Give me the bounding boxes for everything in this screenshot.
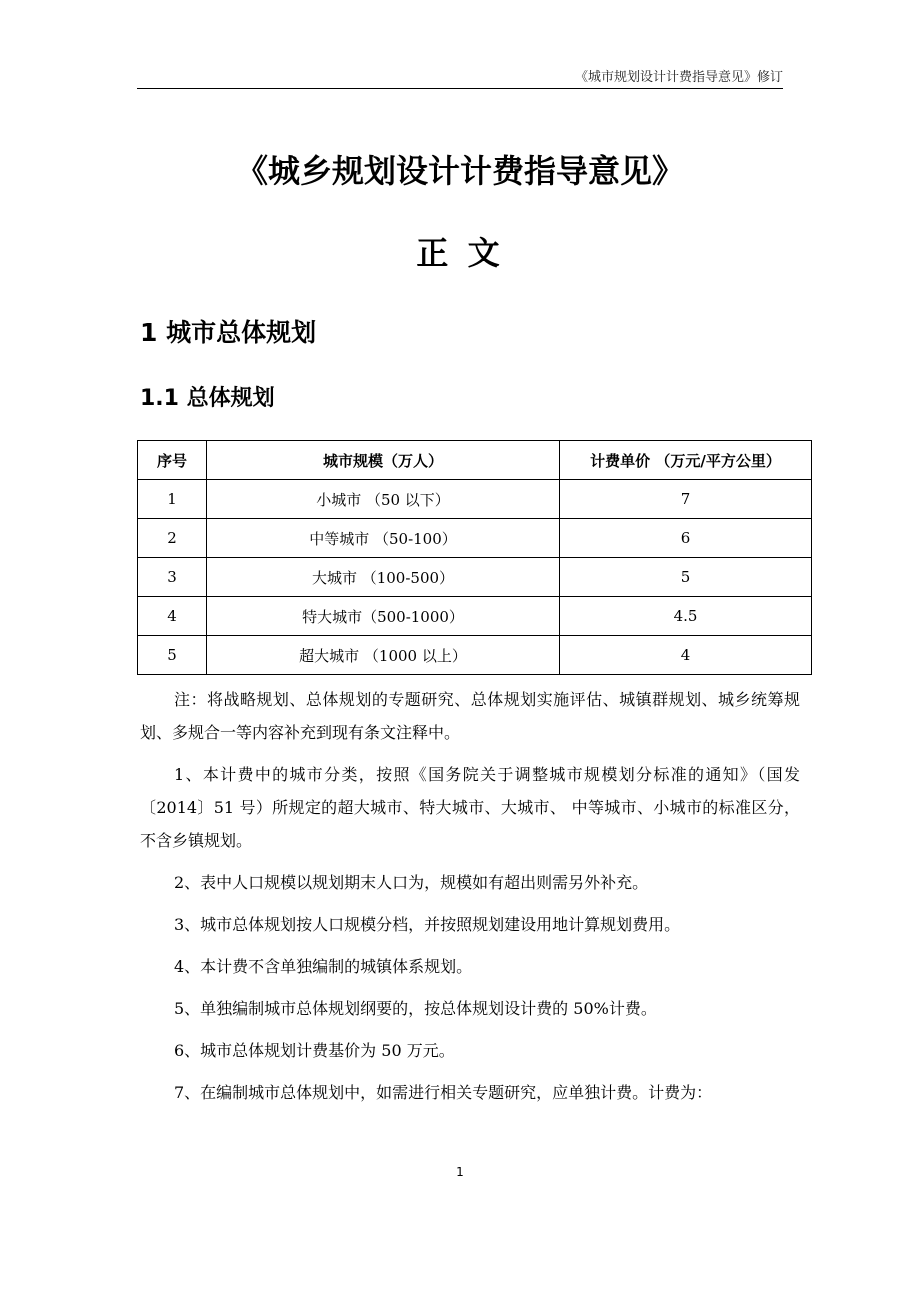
column-header-price: 计费单价 （万元/平方公里） xyxy=(560,441,812,480)
row-index: 5 xyxy=(138,636,207,675)
row-index: 1 xyxy=(138,480,207,519)
note-paragraph: 注：将战略规划、总体规划的专题研究、总体规划实施评估、城镇群规划、城乡统筹规划、多规合一等内容补充到现有条文注释中。 xyxy=(140,690,800,742)
note-paragraph: 3、城市总体规划按人口规模分档，并按照规划建设用地计算规划费用。 xyxy=(174,915,681,934)
running-title: 《城市规划设计计费指导意见》修订 xyxy=(574,70,783,85)
note-paragraph: 6、城市总体规划计费基价为 50 万元。 xyxy=(174,1041,455,1060)
document-subtitle: 正 文 xyxy=(416,234,504,272)
row-price: 7 xyxy=(560,480,812,519)
row-scale: 特大城市（500-1000） xyxy=(207,597,560,636)
row-scale: 大城市 （100-500） xyxy=(207,558,560,597)
column-header-index: 序号 xyxy=(138,441,207,480)
row-price: 6 xyxy=(560,519,812,558)
section-heading: 1 城市总体规划 xyxy=(140,318,317,347)
document-title: 《城乡规划设计计费指导意见》 xyxy=(235,152,684,190)
table-row xyxy=(138,558,812,597)
row-price: 4 xyxy=(560,636,812,675)
row-index: 4 xyxy=(138,597,207,636)
row-scale: 小城市 （50 以下） xyxy=(207,480,560,519)
row-price: 4.5 xyxy=(560,597,812,636)
note-paragraph: 5、单独编制城市总体规划纲要的，按总体规划设计费的 50%计费。 xyxy=(174,999,657,1018)
note-paragraph: 4、本计费不含单独编制的城镇体系规划。 xyxy=(174,957,473,976)
note-paragraph: 7、在编制城市总体规划中，如需进行相关专题研究，应单独计费。计费为： xyxy=(174,1083,713,1102)
subsection-heading: 1.1 总体规划 xyxy=(140,386,275,411)
notes-section xyxy=(140,683,800,1118)
row-scale: 超大城市 （1000 以上） xyxy=(207,636,560,675)
table-row xyxy=(138,636,812,675)
note-paragraph: 2、表中人口规模以规划期末人口为，规模如有超出则需另外补充。 xyxy=(174,873,649,892)
column-header-scale: 城市规模（万人） xyxy=(207,441,560,480)
table-row xyxy=(138,519,812,558)
table-row xyxy=(138,597,812,636)
row-price: 5 xyxy=(560,558,812,597)
table-row xyxy=(138,480,812,519)
row-scale: 中等城市 （50-100） xyxy=(207,519,560,558)
row-index: 2 xyxy=(138,519,207,558)
page-header xyxy=(137,62,783,89)
note-paragraph: 1、本计费中的城市分类，按照《国务院关于调整城市规模划分标准的通知》（国发〔2014〕51 号）所规定的超大城市、特大城市、大城市、 中等城市、小城市的标准区分，不含乡镇规划。 xyxy=(140,765,800,850)
table-header-row xyxy=(138,441,812,480)
row-index: 3 xyxy=(138,558,207,597)
fee-table xyxy=(137,440,812,675)
page-number: 1 xyxy=(456,1165,464,1179)
